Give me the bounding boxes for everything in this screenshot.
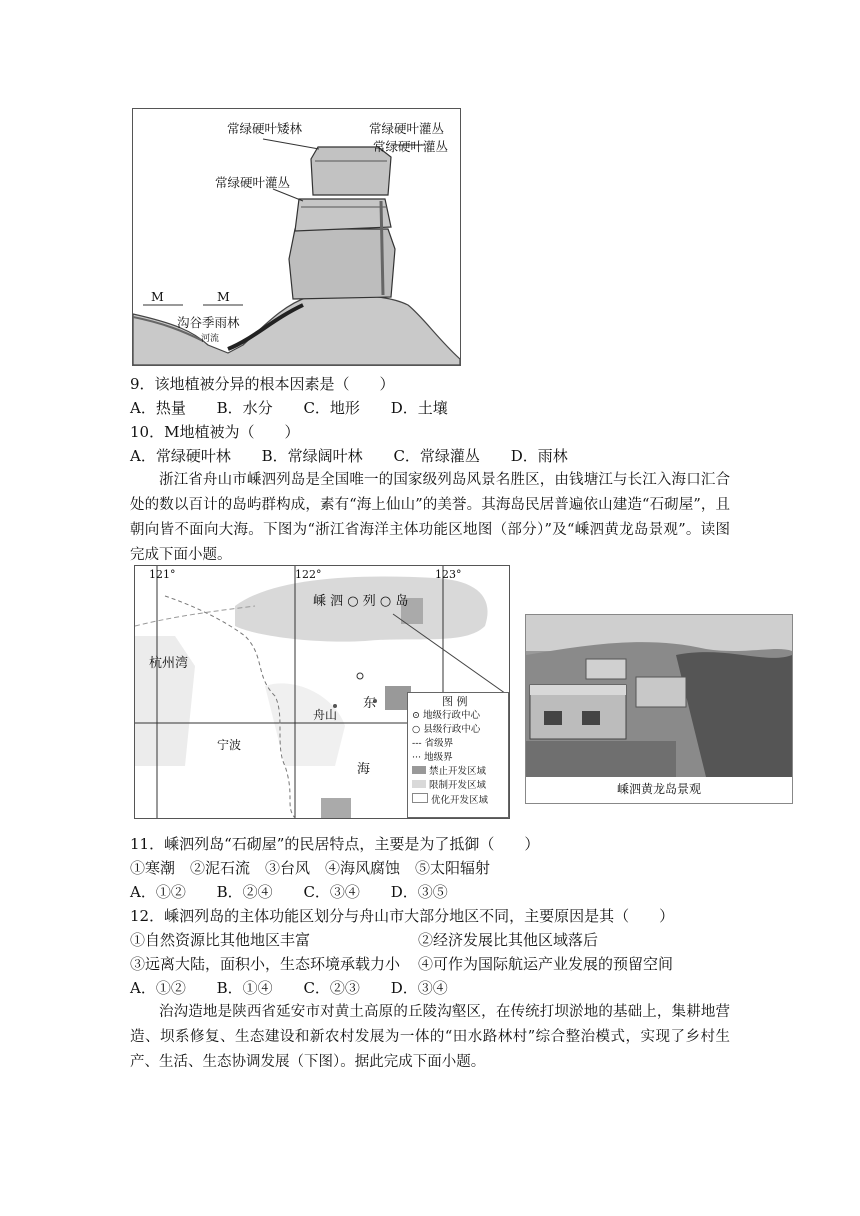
photo-drawing [526,615,792,777]
q11-option-b[interactable]: B．②④ [216,883,273,901]
q12-item-1: ①自然资源比其他地区丰富 [130,931,311,949]
q12-item-3: ③远离大陆，面积小，生态环境承载力小 [130,955,401,973]
q12-item-4: ④可作为国际航运产业发展的预留空间 [418,955,674,973]
q12-option-a[interactable]: A．①② [130,979,186,997]
q10-option-c[interactable]: C．常绿灌丛 [393,447,480,465]
map-label-dong: 东 [363,696,377,711]
legend-item-prohibited-zone: 禁止开发区域 [412,765,486,779]
vegetation-profile-figure [132,108,461,366]
legend-item-optimized-zone: 优化开发区域 [412,793,488,808]
q10-option-b[interactable]: B．常绿阔叶林 [261,447,363,465]
map-legend [407,692,509,818]
question-10-stem: 10．M地植被为（ ） [130,423,300,441]
label-evergreen-shrub-1: 常绿硬叶灌丛 [369,121,445,136]
q10-option-d[interactable]: D．雨林 [510,447,568,465]
q9-option-c[interactable]: C．地形 [303,399,360,417]
passage-gully-land-reclamation: 治沟造地是陕西省延安市对黄土高原的丘陵沟壑区，在传统打坝淤地的基础上，集耕地营造、坝系修复、生态建设和新农村发展为一体的“田水路林村”综合整治模式，实现了乡村生产、生活、生态协调发展（下图）。据此完成下面小题。 [130,1004,730,1070]
map-label-hangzhou-bay: 杭州湾 [149,656,189,671]
q11-option-d[interactable]: D．③⑤ [390,883,448,901]
map-lon-122: 122° [295,568,322,581]
question-12-stem: 12．嵊泗列岛的主体功能区划分与舟山市大部分地区不同，主要原因是其（ ） [130,907,675,925]
legend-title: 图 例 [442,695,468,708]
q9-option-d[interactable]: D．土壤 [390,399,448,417]
q9-option-a[interactable]: A．热量 [130,399,186,417]
photo-caption: 嵊泗黄龙岛景观 [616,782,701,796]
q12-option-b[interactable]: B．①④ [216,979,273,997]
zhejiang-ocean-function-map [134,565,510,819]
huanglong-island-photo [525,614,793,804]
question-9-stem: 9．该地植被分异的根本因素是（ ） [130,375,395,393]
map-lon-121: 121° [149,568,176,581]
map-label-zhoushan: 舟山 [313,708,338,722]
question-10-options [130,444,594,468]
label-evergreen-shrub-2: 常绿硬叶灌丛 [373,139,449,154]
q11-option-a[interactable]: A．①② [130,883,186,901]
question-9-options [130,396,474,420]
q9-option-b[interactable]: B．水分 [216,399,273,417]
label-valley-monsoon-forest: 沟谷季雨林 [177,315,240,330]
legend-item-county-center: ○ 县级行政中心 [412,724,481,735]
q11-option-c[interactable]: C．③④ [303,883,360,901]
legend-item-prefecture-center: ⊙ 地级行政中心 [412,710,480,721]
q12-option-c[interactable]: C．②③ [303,979,360,997]
q12-item-2: ②经济发展比其他区域落后 [418,931,599,949]
question-11-items: ①寒潮 ②泥石流 ③台风 ④海风腐蚀 ⑤太阳辐射 [130,859,491,877]
label-stream: 河流 [201,334,220,344]
q12-option-d[interactable]: D．③④ [390,979,448,997]
label-m-right: M [217,289,230,304]
map-lon-123: 123° [435,568,462,581]
question-11-options [130,880,474,904]
question-12-options [130,976,474,1000]
legend-item-restricted-zone: 限制开发区域 [412,779,486,793]
map-label-hai: 海 [357,762,371,777]
legend-item-provincial-boundary: --- 省级界 [412,738,454,749]
map-label-shengsi: 嵊 泗 ○ 列 ○ 岛 [313,594,409,609]
legend-item-prefecture-boundary: ··· 地级界 [412,752,453,763]
q10-option-a[interactable]: A．常绿硬叶林 [130,447,231,465]
question-11-stem: 11．嵊泗列岛“石砌屋”的民居特点，主要是为了抵御（ ） [130,835,540,853]
label-evergreen-dwarf-forest: 常绿硬叶矮林 [227,121,303,136]
map-label-ningbo: 宁波 [217,738,242,752]
label-evergreen-shrub-middle: 常绿硬叶灌丛 [215,175,291,190]
label-m-left: M [151,289,164,304]
passage-shengsi-islands: 浙江省舟山市嵊泗列岛是全国唯一的国家级列岛风景名胜区，由钱塘江与长江入海口汇合处的数以百计的岛屿群构成，素有“海上仙山”的美誉。其海岛民居普遍依山建造“石砌屋”，且朝向皆不面向大海。下图为“浙江省海洋主体功能区地图（部分）”及“嵊泗黄龙岛景观”。读图完成下面小题。 [130,472,730,563]
